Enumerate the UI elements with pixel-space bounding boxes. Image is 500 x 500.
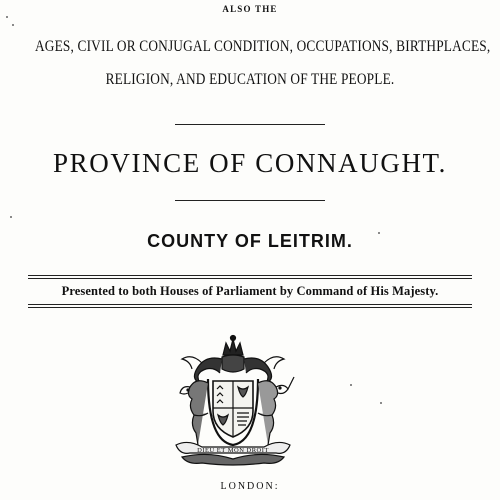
county-title: COUNTY OF LEITRIM. xyxy=(147,231,353,251)
divider-double-bottom xyxy=(28,304,472,305)
province-title: PROVINCE OF CONNAUGHT. xyxy=(53,148,447,178)
royal-coat-of-arms-icon xyxy=(168,333,298,467)
imprint-london: LONDON: xyxy=(220,481,280,492)
subtitle-line-1: AGES, CIVIL OR CONJUGAL CONDITION, OCCUPATIONS, BIRTHPLACES, xyxy=(35,38,491,55)
presented-line: Presented to both Houses of Parliament by Command of His Majesty. xyxy=(61,284,439,298)
divider-short-2 xyxy=(175,200,325,201)
crest-motto: DIEU ET MON DROIT xyxy=(197,447,269,454)
divider-double-bottom-2 xyxy=(28,307,472,308)
paper-speck xyxy=(380,402,382,404)
divider-double-top xyxy=(28,275,472,276)
paper-speck xyxy=(12,24,14,26)
also-the-heading: ALSO THE xyxy=(222,4,278,14)
divider-short-1 xyxy=(175,124,325,125)
paper-speck xyxy=(6,16,8,18)
paper-speck xyxy=(10,216,12,218)
divider-double-top-2 xyxy=(28,278,472,279)
paper-speck xyxy=(350,384,352,386)
paper-speck xyxy=(378,232,380,234)
subtitle-line-2: RELIGION, AND EDUCATION OF THE PEOPLE. xyxy=(105,71,395,88)
